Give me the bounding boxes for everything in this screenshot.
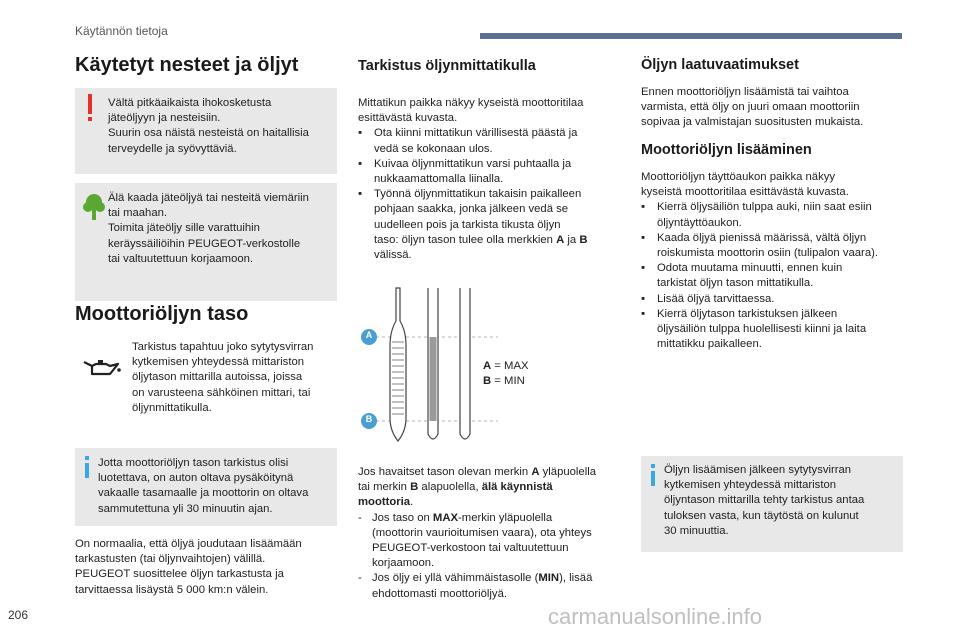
info-line: sammutettuna yli 30 minuutin ajan. — [98, 502, 273, 515]
marker-ref-a: A — [531, 466, 540, 478]
legend-text: = MIN — [491, 375, 525, 387]
info-line: kytkemisen yhteydessä mittariston — [664, 479, 837, 492]
marker-b-label: B — [365, 414, 373, 424]
bullet-text: nukkaamattomalla liinalla. — [374, 173, 504, 186]
bottom-line: tarvittaessa lisäystä 5 000 km:n välein. — [75, 583, 269, 596]
warning-line: terveydelle ja syövyttäviä. — [108, 142, 237, 155]
eco-box — [75, 183, 337, 301]
bottom-line: tarkastusten (tai öljynvaihtojen) välillä. — [75, 553, 266, 566]
bullet-text: vedä se kokonaan ulos. — [374, 142, 493, 155]
warning-line: Suurin osa näistä nesteistä on haitallisia — [108, 127, 309, 140]
p1-line: varmista, että öljy on juuri omaan moottoriin — [641, 101, 860, 114]
min-ref: MIN — [538, 572, 560, 585]
warning-icon — [88, 94, 94, 122]
bullet-text: öljyntäyttöaukon. — [657, 216, 742, 229]
p2-line: kyseistä moottoritilaa esittävästä kuvasta. — [641, 186, 849, 199]
warning-box — [75, 88, 337, 174]
list-item — [641, 307, 909, 353]
info-line: vakaalle tasamaalle ja moottorin on oltava — [98, 487, 309, 500]
bullet-text — [374, 233, 588, 248]
list-item — [358, 126, 630, 156]
list-item — [358, 511, 630, 572]
info-box — [75, 448, 337, 526]
text-run: yläpuolella — [539, 466, 597, 478]
bullet-text: Kierrä öljytason tarkistuksen jälkeen — [657, 307, 838, 320]
intro-line: esittävästä kuvasta. — [358, 112, 458, 125]
info-icon — [651, 464, 657, 486]
legend-letter: B — [483, 375, 492, 387]
info-line: luotettava, on auton oltava pysäköitynä — [98, 472, 294, 485]
text-run: -merkin yläpuolella — [458, 511, 553, 524]
heading-fluids: Käytetyt nesteet ja öljyt — [75, 54, 299, 76]
list-item — [641, 231, 909, 261]
level-line: kytkemisen yhteydessä mittariston — [132, 356, 305, 369]
marker-ref-b: B — [579, 233, 588, 246]
text-run: tai merkin — [358, 481, 411, 494]
level-line: öljynmittatikulla. — [132, 401, 212, 414]
bullet-text: öljysäiliön tulppa huolellisesti kiinni ja laita — [657, 323, 867, 336]
column-1 — [75, 54, 337, 76]
dash-text: korjaamoon. — [372, 557, 435, 570]
dash-text — [372, 511, 592, 526]
page-number: 206 — [8, 608, 29, 622]
info-line: tuloksen vasta, kun täytöstä on kulunut — [664, 509, 859, 522]
info-line: Jotta moottoriöljyn tason tarkistus olisi — [98, 457, 289, 469]
info-icon — [85, 456, 91, 478]
text-run: ), lisää — [559, 572, 593, 585]
header-title: Käytännön tietoja — [75, 24, 168, 38]
bullet-text: pohjaan saakka, jonka jälkeen vedä se — [374, 203, 569, 216]
text-run: taso: öljyn tason tulee olla merkkien — [374, 233, 557, 246]
eco-line: tai maahan. — [108, 207, 168, 220]
warning-emphasis: moottoria — [358, 496, 411, 509]
text-run: Jos taso on — [372, 511, 433, 524]
watermark: carmanualsonline.info — [548, 604, 763, 629]
bullet-mark: ▪ — [641, 292, 646, 305]
heading-oil-quality: Öljyn laatuvaatimukset — [641, 57, 799, 73]
heading-oil-level: Moottoriöljyn taso — [75, 303, 249, 325]
list-item — [358, 157, 630, 187]
bullet-text: välissä. — [374, 249, 412, 262]
dipstick-illustration — [358, 286, 498, 446]
bottom-line: On normaalia, että öljyä joudutaan lisäämään — [75, 538, 302, 550]
dash-mark: - — [358, 511, 362, 524]
warning-line: Vältä pitkäaikaista ihokosketusta — [108, 97, 272, 109]
info-line: Öljyn lisäämisen jälkeen sytytysvirran — [664, 464, 852, 476]
info-line: 30 minuuttia. — [664, 524, 729, 537]
dash-mark: - — [358, 572, 362, 585]
after-line — [358, 480, 630, 495]
list-item — [641, 292, 909, 307]
eco-line: tai valtuutettuun korjaamoon. — [108, 252, 254, 265]
warning-emphasis: älä käynnistä — [481, 481, 553, 494]
level-line: öljytason mittarilla autoissa, joissa — [132, 371, 303, 384]
bullet-text: Lisää öljyä tarvittaessa. — [657, 292, 775, 305]
eco-line: Älä kaada jäteöljyä tai nesteitä viemäriin — [108, 192, 309, 204]
warning-line: jäteöljyyn ja nesteisiin. — [108, 112, 221, 125]
marker-ref-b: B — [410, 481, 419, 494]
marker-ref-a: A — [556, 233, 565, 246]
bullet-mark: ▪ — [358, 188, 363, 201]
bullet-text: Kaada öljyä pienissä määrissä, vältä öljyn — [657, 231, 867, 244]
legend-letter: A — [483, 360, 492, 372]
legend-b — [483, 374, 529, 389]
max-ref: MAX — [432, 511, 459, 524]
level-line: Tarkistus tapahtuu joko sytytysvirran — [132, 341, 314, 353]
dash-text — [372, 571, 592, 586]
bullet-mark: ▪ — [641, 307, 646, 320]
bullet-mark: ▪ — [641, 231, 646, 244]
bullet-text: Kuivaa öljynmittatikun varsi puhtaalla ja — [374, 157, 572, 170]
bullet-text: Työnnä öljynmittatikun takaisin paikalleen — [374, 188, 582, 201]
info-box — [641, 456, 903, 552]
after-line — [358, 465, 630, 480]
bottom-line: PEUGEOT suosittelee öljyn tarkastusta ja — [75, 568, 284, 581]
bullet-mark: ▪ — [641, 262, 646, 275]
p1-line: sopivaa ja valmistajan suositusten mukaista. — [641, 116, 864, 129]
bullet-text: mittatikku paikalleen. — [657, 338, 762, 351]
heading-dipstick-check: Tarkistus öljynmittatikulla — [358, 58, 536, 74]
bullet-text: roiskumista moottorin osiin (tulipalon vaara). — [657, 247, 879, 260]
bullet-mark: ▪ — [641, 201, 646, 214]
tree-icon — [83, 193, 105, 221]
header-accent-bar — [480, 33, 902, 39]
list-item — [358, 187, 630, 263]
text-run: . — [410, 496, 414, 509]
list-item — [641, 261, 909, 291]
dash-text: ehdottomasti moottoriöljyä. — [372, 587, 508, 600]
heading-oil-topup: Moottoriöljyn lisääminen — [641, 142, 812, 158]
p2-line: Moottoriöljyn täyttöaukon paikka näkyy — [641, 171, 836, 183]
text-run: Jos havaitset tason olevan merkin — [358, 466, 532, 478]
bullet-text: Odota muutama minuutti, ennen kuin — [657, 262, 843, 275]
dipstick-legend — [483, 359, 529, 389]
bullet-text: tarkistat öljyn tason mittatikulla. — [657, 277, 814, 290]
after-line — [358, 495, 630, 510]
text-run: alapuolella, — [418, 481, 482, 494]
text-run: Jos öljy ei yllä vähimmäistasolle ( — [372, 572, 539, 585]
level-line: on varusteena sähköinen mittari, tai — [132, 386, 311, 399]
legend-text: = MAX — [491, 360, 529, 372]
bullet-text: Kierrä öljysäiliön tulppa auki, niin saat esiin — [657, 201, 872, 214]
bullet-mark: ▪ — [358, 127, 363, 140]
marker-a-label: A — [365, 330, 373, 340]
eco-line: keräyssäiliöihin PEUGEOT-verkostolle — [108, 237, 301, 250]
p1-line: Ennen moottoriöljyn lisäämistä tai vaihtoa — [641, 86, 849, 98]
eco-line: Toimita jäteöljy sille varattuihin — [108, 222, 260, 235]
info-line: öljyntason mittarilla tehty tarkistus antaa — [664, 494, 865, 507]
text-run: ja — [564, 233, 580, 246]
oil-can-icon — [82, 356, 122, 380]
bullet-text: Ota kiinni mittatikun värillisestä päästä ja — [374, 127, 578, 140]
legend-a — [483, 359, 529, 374]
intro-line: Mittatikun paikka näkyy kyseistä moottoritilaa — [358, 97, 584, 109]
list-item — [358, 571, 630, 601]
dash-text: PEUGEOT-verkostoon tai valtuutettuun — [372, 542, 569, 555]
bullet-text: uudelleen pois ja tarkista tikusta öljyn — [374, 218, 561, 231]
bullet-mark: ▪ — [358, 157, 363, 170]
dash-text: (moottorin vaurioitumisen vaara), ota yhteys — [372, 526, 592, 539]
list-item — [641, 200, 909, 230]
